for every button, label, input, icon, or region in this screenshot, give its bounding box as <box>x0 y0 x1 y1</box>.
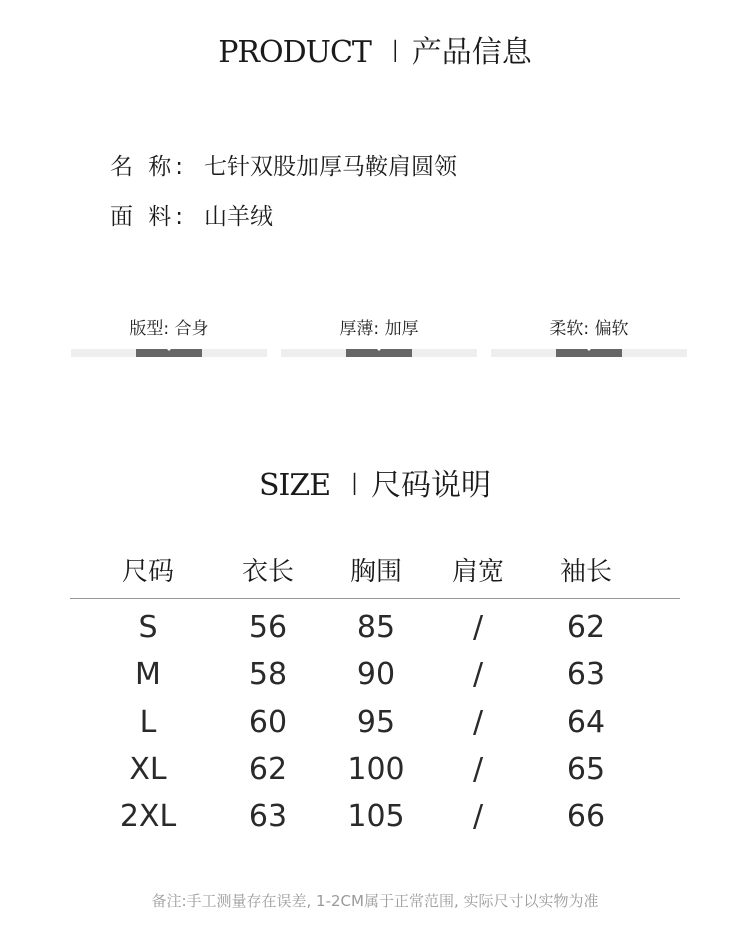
header-sleeve: 袖长 <box>559 557 612 587</box>
header-size: 尺码 <box>121 557 174 587</box>
cell-size: S <box>138 610 158 645</box>
fabric-value: 山羊绒 <box>204 204 273 230</box>
name-label: 名 称: <box>110 154 188 180</box>
table-divider <box>70 598 680 599</box>
fit-indicator <box>71 314 267 358</box>
cell-length: 56 <box>248 610 288 645</box>
fit-label: 版型: <box>129 319 170 339</box>
product-heading-zh: 产品信息 <box>411 35 532 70</box>
heading-separator: I <box>390 35 400 70</box>
cell-sleeve: 65 <box>566 752 606 787</box>
product-heading <box>0 27 750 71</box>
cell-shoulder: / <box>472 610 484 645</box>
header-length: 衣长 <box>241 557 294 587</box>
cell-shoulder: / <box>472 752 484 787</box>
info-row-fabric <box>110 198 273 231</box>
size-heading-zh: 尺码说明 <box>371 468 491 503</box>
table-row <box>0 657 750 697</box>
cell-size: M <box>135 657 161 692</box>
cell-size: 2XL <box>119 799 177 834</box>
cell-length: 63 <box>248 799 288 834</box>
heading-separator: I <box>350 468 359 503</box>
thickness-indicator <box>281 314 477 358</box>
cell-chest: 85 <box>356 610 396 645</box>
cell-size: L <box>139 705 157 740</box>
cell-sleeve: 64 <box>566 705 606 740</box>
info-row-name <box>110 148 457 181</box>
fit-text <box>71 314 267 339</box>
table-row <box>0 610 750 650</box>
cell-length: 58 <box>248 657 288 692</box>
thickness-value: 加厚 <box>384 319 419 339</box>
cell-chest: 95 <box>356 705 396 740</box>
size-heading <box>0 460 750 504</box>
product-heading-en: PRODUCT <box>218 35 371 70</box>
cell-length: 60 <box>248 705 288 740</box>
softness-text <box>491 314 687 339</box>
header-chest: 胸围 <box>349 557 402 587</box>
softness-value: 偏软 <box>594 319 629 339</box>
cell-shoulder: / <box>472 657 484 692</box>
size-heading-en: SIZE <box>258 468 331 503</box>
fabric-label: 面 料: <box>110 204 188 230</box>
cell-chest: 90 <box>356 657 396 692</box>
cell-chest: 105 <box>347 799 405 834</box>
cell-sleeve: 63 <box>566 657 606 692</box>
measurement-note: 备注:手工测量存在误差, 1-2CM属于正常范围, 实际尺寸以实物为准 <box>151 892 599 910</box>
table-row <box>0 705 750 745</box>
thickness-label: 厚薄: <box>339 319 380 339</box>
cell-sleeve: 66 <box>566 799 606 834</box>
name-value: 七针双股加厚马鞍肩圆领 <box>204 154 457 180</box>
cell-size: XL <box>129 752 167 787</box>
header-shoulder: 肩宽 <box>451 557 504 587</box>
thickness-text <box>281 314 477 339</box>
cell-length: 62 <box>248 752 288 787</box>
fit-value: 合身 <box>174 319 209 339</box>
softness-indicator <box>491 314 687 358</box>
softness-label: 柔软: <box>549 319 590 339</box>
cell-sleeve: 62 <box>566 610 606 645</box>
fit-notch <box>164 346 174 351</box>
thickness-notch <box>374 346 384 351</box>
table-row <box>0 752 750 792</box>
cell-shoulder: / <box>472 799 484 834</box>
softness-notch <box>584 346 594 351</box>
table-row <box>0 799 750 839</box>
cell-chest: 100 <box>347 752 405 787</box>
cell-shoulder: / <box>472 705 484 740</box>
size-table-header <box>0 551 750 591</box>
